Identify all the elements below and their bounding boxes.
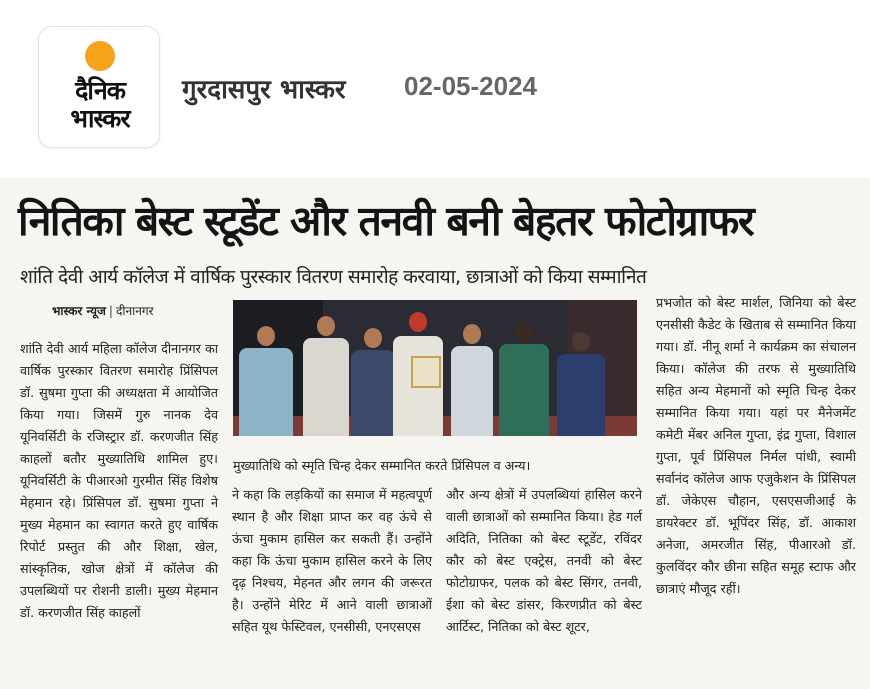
logo-text-line2: भास्कर bbox=[70, 104, 130, 133]
article-column-3 bbox=[446, 484, 642, 638]
photo-person-5 bbox=[451, 324, 493, 436]
photo-person-6 bbox=[499, 322, 549, 436]
article-column-1 bbox=[20, 338, 218, 624]
column-4-text: प्रभजोत को बेस्ट मार्शल, जिनिया को बेस्ट एनसीसी कैडेट के खिताब से सम्मानित किया गया। डॉ. नीनू शर्मा ने कार्यक्रम का संचालन किया। कॉलेज की तरफ से मुख्यातिथि सहित अन्य मेहमानों को स्मृति चिन्ह देकर सम्मानित किया गया। यहां पर मैनेजमेंट कमेटी मेंबर अनिल गुप्ता, इंद्र गुप्ता, विशाल गुप्ता, पूर्व प्रिंसिपल निर्मल पांधी, स्वामी सर्वानंद कॉलेज आफ एजुकेशन के प्रिंसिपल डॉ. जेकेएस चौहान, एसएसजीआई के डायरेक्टर डॉ. भूपिंदर सिंह, डॉ. आकाश अनेजा, अमरजीत सिंह, पीआरओ डॉ. कुलविंदर कौर छीना सहित समूह स्टाफ और छात्राएं मौजूद रहीं। bbox=[656, 295, 856, 596]
dainik-bhaskar-logo[interactable] bbox=[38, 26, 160, 148]
photo-person-3 bbox=[351, 328, 395, 436]
article-column-4 bbox=[656, 292, 856, 600]
newspaper-clipping bbox=[0, 178, 870, 689]
byline-separator: | bbox=[108, 304, 113, 318]
photo-person-2 bbox=[303, 316, 349, 436]
article-column-2 bbox=[232, 484, 432, 638]
publication-date: 02-05-2024 bbox=[404, 71, 537, 101]
sun-icon bbox=[85, 41, 115, 71]
memento-plaque bbox=[411, 356, 441, 388]
article-headline: नितिका बेस्ट स्टूडेंट और तनवी बनी बेहतर फोटोग्राफर bbox=[18, 197, 754, 245]
column-2-text: ने कहा कि लड़कियों का समाज में महत्वपूर्ण स्थान है और शिक्षा प्राप्त कर वह ऊंचे से ऊंचा मुकाम हासिल कर सकती हैं। उन्होंने कहा कि ऊंचा मुकाम हासिल करने के लिए दृढ़ निश्चय, मेहनत और लगन की जरूरत है। उन्होंने मेरिट में आने वाली छात्राओं सहित यूथ फेस्टिवल, एनसीसी, एनएसएस bbox=[232, 487, 432, 634]
column-1-text: शांति देवी आर्य महिला कॉलेज दीनानगर का वार्षिक पुरस्कार वितरण समारोह प्रिंसिपल डॉ. सुषमा गुप्ता की अध्यक्षता में आयोजित किया गया। जिसमें गुरु नानक देव यूनिवर्सिटी के रजिस्ट्रार डॉ. करणजीत सिंह काहलों बतौर मुख्यातिथि शामिल हुए। यूनिवर्सिटी के पीआरओ गुरमीत सिंह विशेष मेहमान रहे। प्रिंसिपल डॉ. सुषमा गुप्ता ने मुख्य मेहमान का स्वागत करते हुए वार्षिक रिपोर्ट प्रस्तुत की और शिक्षा, खेल, सांस्कृतिक, खोज क्षेत्रों में कॉलेज की उपलब्धियों पर रोशनी डाली। मुख्य मेहमान डॉ. करणजीत सिंह काहलों bbox=[20, 341, 218, 620]
byline-place: दीनानगर bbox=[115, 304, 154, 318]
photo-person-7 bbox=[557, 332, 605, 436]
column-3-text: और अन्य क्षेत्रों में उपलब्धियां हासिल करने वाली छात्राओं को सम्मानित किया। हेड गर्ल अदिति, नितिका को बेस्ट स्टूडेंट, रविंदर कौर को बेस्ट एक्ट्रेस, तनवी को बेस्ट फोटोग्राफर, पलक को बेस्ट सिंगर, तनवी, ईशा को बेस्ट डांसर, किरणप्रीत को बेस्ट आर्टिस्ट, नितिका को बेस्ट शूटर, bbox=[446, 487, 642, 634]
byline-source: भास्कर न्यूज bbox=[52, 304, 106, 318]
article-subheadline: शांति देवी आर्य कॉलेज में वार्षिक पुरस्कार वितरण समारोह करवाया, छात्राओं को किया सम्मानित bbox=[20, 266, 647, 288]
edition-title: गुरदासपुर भास्कर bbox=[182, 75, 346, 105]
logo-text-line1: दैनिक bbox=[75, 76, 125, 105]
byline bbox=[52, 302, 154, 319]
photo-caption: मुख्यातिथि को स्मृति चिन्ह देकर सम्मानित करते प्रिंसिपल व अन्य। bbox=[233, 458, 531, 473]
event-photo bbox=[233, 300, 637, 436]
photo-person-1 bbox=[239, 326, 293, 436]
header-bar bbox=[0, 0, 870, 178]
